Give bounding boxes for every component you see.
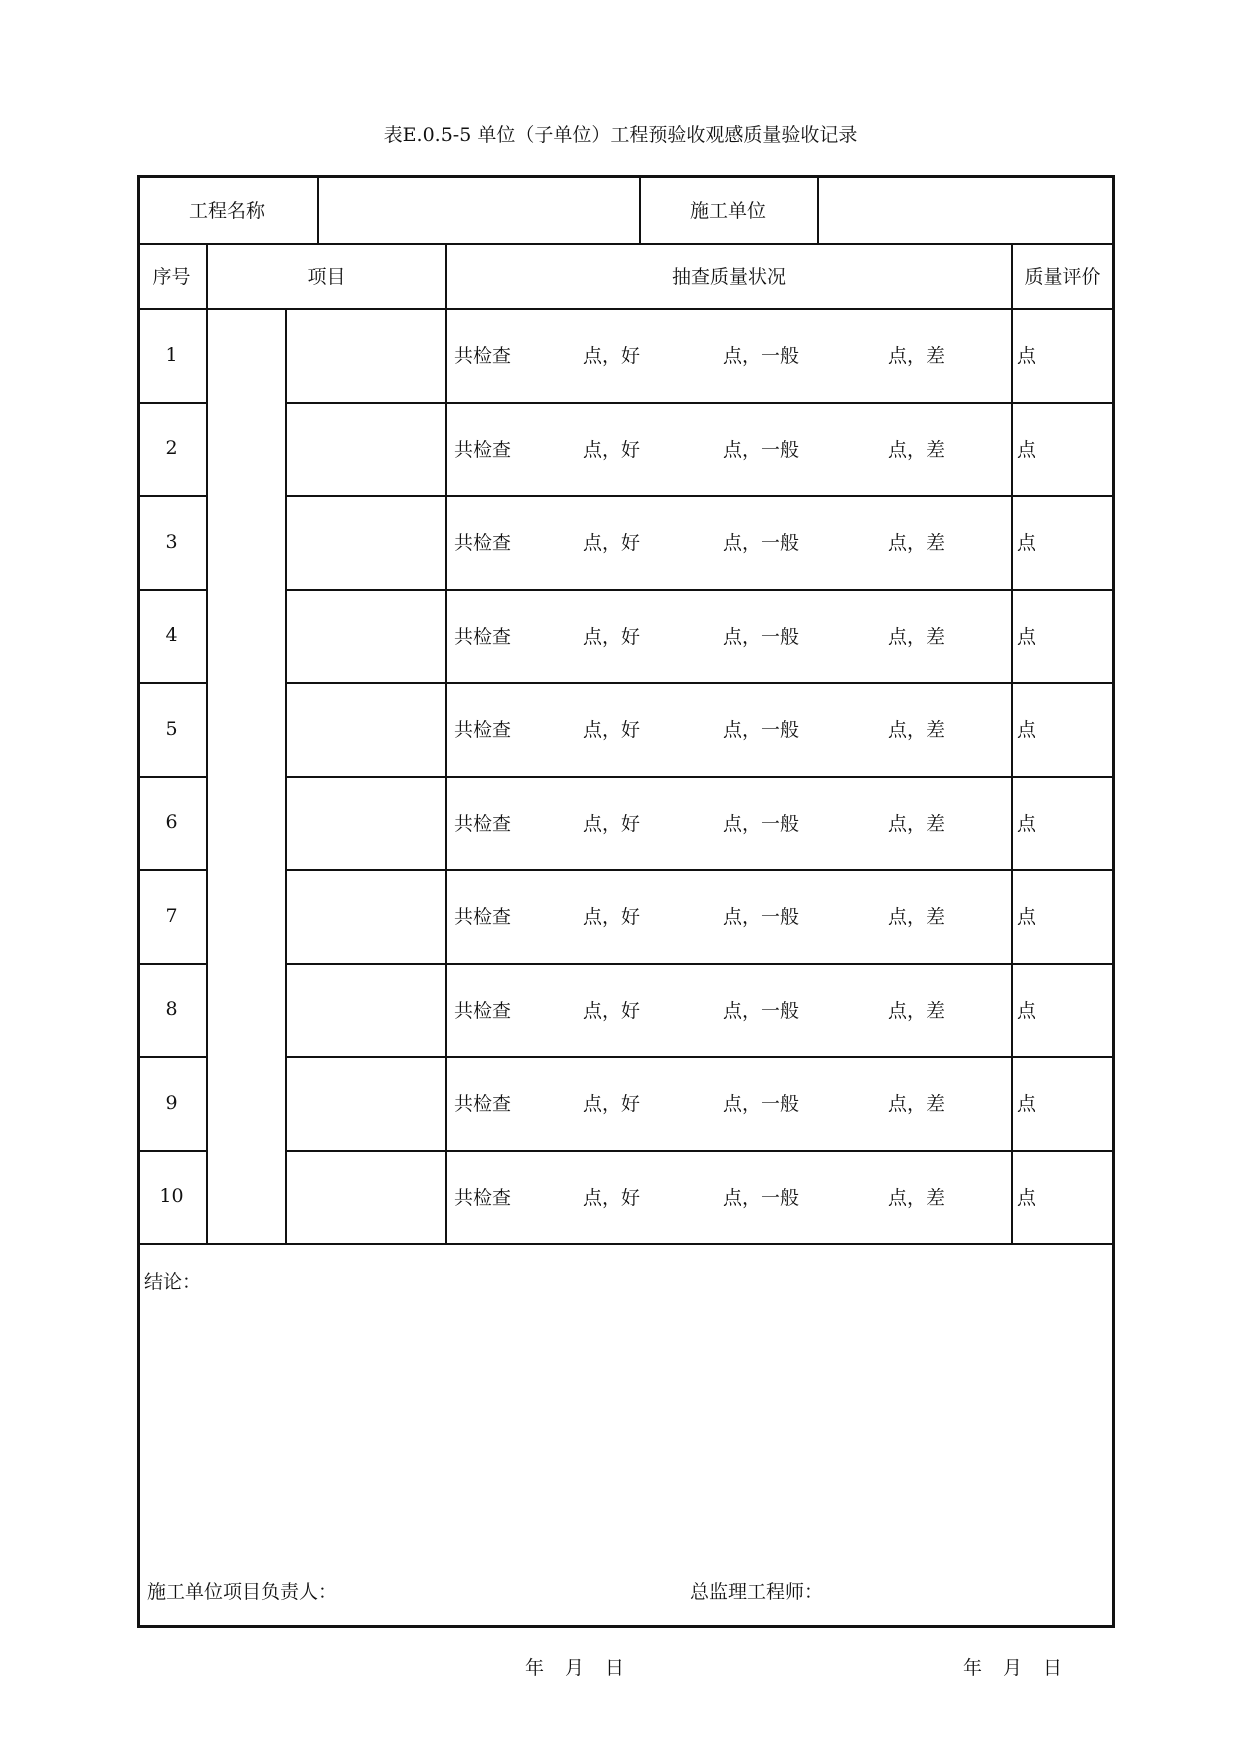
row-seq-number: 2 <box>165 437 178 460</box>
row-evaluation-field[interactable] <box>1013 963 1112 1057</box>
check-end-label: 点 <box>1017 438 1037 461</box>
construction-lead-label: 施工单位项目负责人： <box>147 1581 338 1603</box>
check-total-label: 共检查 <box>454 1186 512 1209</box>
check-good-label: 点，好 <box>583 625 641 648</box>
check-end-label: 点 <box>1017 1093 1037 1116</box>
check-end-label: 点 <box>1017 625 1037 648</box>
column-header-evaluation: 质量评价 <box>1024 266 1101 288</box>
check-poor-label: 点，差 <box>888 345 946 368</box>
row-item-field[interactable] <box>287 776 445 870</box>
check-total-label: 共检查 <box>454 625 512 648</box>
row-evaluation-field[interactable] <box>1013 776 1112 870</box>
row-seq-number: 10 <box>159 1185 184 1208</box>
chief-supervisor-label: 总监理工程师： <box>690 1581 824 1603</box>
check-end-label: 点 <box>1017 812 1037 835</box>
check-total-label: 共检查 <box>454 345 512 368</box>
project-name-label: 工程名称 <box>188 199 265 222</box>
check-total-label: 共检查 <box>454 438 512 461</box>
check-total-label: 共检查 <box>454 999 512 1022</box>
row-item-field[interactable] <box>287 682 445 776</box>
date-month-left: 月 <box>565 1657 585 1679</box>
check-normal-label: 点，一般 <box>723 625 800 648</box>
table-bottom <box>137 1243 1115 1245</box>
row-evaluation-field[interactable] <box>1013 869 1112 963</box>
check-normal-label: 点，一般 <box>723 345 800 368</box>
row-item-field[interactable] <box>287 402 445 496</box>
check-poor-label: 点，差 <box>888 625 946 648</box>
check-poor-label: 点，差 <box>888 906 946 929</box>
row-item-field[interactable] <box>287 495 445 589</box>
row-item-field[interactable] <box>287 308 445 402</box>
check-normal-label: 点，一般 <box>723 999 800 1022</box>
check-total-label: 共检查 <box>454 1093 512 1116</box>
check-normal-label: 点，一般 <box>723 438 800 461</box>
row-evaluation-field[interactable] <box>1013 495 1112 589</box>
check-total-label: 共检查 <box>454 719 512 742</box>
row-evaluation-field[interactable] <box>1013 402 1112 496</box>
col-divider-item <box>445 243 447 1243</box>
check-poor-label: 点，差 <box>888 532 946 555</box>
check-end-label: 点 <box>1017 345 1037 368</box>
check-end-label: 点 <box>1017 719 1037 742</box>
row-seq-number: 4 <box>165 624 178 647</box>
row-item-field[interactable] <box>287 869 445 963</box>
border-bottom <box>137 1625 1115 1628</box>
check-good-label: 点，好 <box>583 812 641 835</box>
date-year-right: 年 <box>963 1657 983 1679</box>
check-normal-label: 点，一般 <box>723 812 800 835</box>
row-item-field[interactable] <box>287 963 445 1057</box>
check-normal-label: 点，一般 <box>723 719 800 742</box>
date-year-left: 年 <box>525 1657 545 1679</box>
border-right <box>1112 175 1115 1628</box>
column-header-check: 抽查质量状况 <box>671 266 786 288</box>
check-end-label: 点 <box>1017 906 1037 929</box>
construction-unit-field[interactable] <box>819 175 1112 243</box>
check-poor-label: 点，差 <box>888 812 946 835</box>
construction-unit-label: 施工单位 <box>689 199 766 222</box>
row-evaluation-field[interactable] <box>1013 1150 1112 1244</box>
conclusion-label: 结论： <box>144 1271 202 1293</box>
check-normal-label: 点，一般 <box>723 1093 800 1116</box>
row-item-field[interactable] <box>287 589 445 683</box>
col-divider-seq <box>206 243 208 1243</box>
check-normal-label: 点，一般 <box>723 532 800 555</box>
check-good-label: 点，好 <box>583 345 641 368</box>
check-poor-label: 点，差 <box>888 1186 946 1209</box>
check-normal-label: 点，一般 <box>723 906 800 929</box>
row-seq-number: 5 <box>165 717 178 740</box>
check-end-label: 点 <box>1017 532 1037 555</box>
check-good-label: 点，好 <box>583 438 641 461</box>
row-seq-number: 6 <box>165 811 178 834</box>
check-poor-label: 点，差 <box>888 438 946 461</box>
check-normal-label: 点，一般 <box>723 1186 800 1209</box>
check-good-label: 点，好 <box>583 1186 641 1209</box>
row-item-field[interactable] <box>287 1056 445 1150</box>
acceptance-form <box>137 175 1115 1679</box>
check-good-label: 点，好 <box>583 1093 641 1116</box>
row-seq-number: 7 <box>165 904 178 927</box>
check-end-label: 点 <box>1017 1186 1037 1209</box>
check-good-label: 点，好 <box>583 719 641 742</box>
check-good-label: 点，好 <box>583 999 641 1022</box>
check-total-label: 共检查 <box>454 906 512 929</box>
column-header-item: 项目 <box>307 266 346 288</box>
column-header-seq: 序号 <box>152 266 191 288</box>
date-month-right: 月 <box>1003 1657 1023 1679</box>
row-evaluation-field[interactable] <box>1013 308 1112 402</box>
date-day-right: 日 <box>1043 1657 1063 1679</box>
row-item-field[interactable] <box>287 1150 445 1244</box>
row-evaluation-field[interactable] <box>1013 1056 1112 1150</box>
row-seq-number: 3 <box>165 530 178 553</box>
check-total-label: 共检查 <box>454 812 512 835</box>
project-name-field[interactable] <box>319 175 639 243</box>
check-total-label: 共检查 <box>454 532 512 555</box>
row-seq-number: 8 <box>165 998 178 1021</box>
row-seq-number: 1 <box>165 343 178 366</box>
row-seq-number: 9 <box>165 1091 178 1114</box>
check-good-label: 点，好 <box>583 532 641 555</box>
page-title: 表E.0.5-5 单位（子单位）工程预验收观感质量验收记录 <box>383 124 858 146</box>
check-end-label: 点 <box>1017 999 1037 1022</box>
row-evaluation-field[interactable] <box>1013 589 1112 683</box>
date-day-left: 日 <box>605 1657 625 1679</box>
check-poor-label: 点，差 <box>888 1093 946 1116</box>
check-poor-label: 点，差 <box>888 719 946 742</box>
row-evaluation-field[interactable] <box>1013 682 1112 776</box>
check-good-label: 点，好 <box>583 906 641 929</box>
check-poor-label: 点，差 <box>888 999 946 1022</box>
